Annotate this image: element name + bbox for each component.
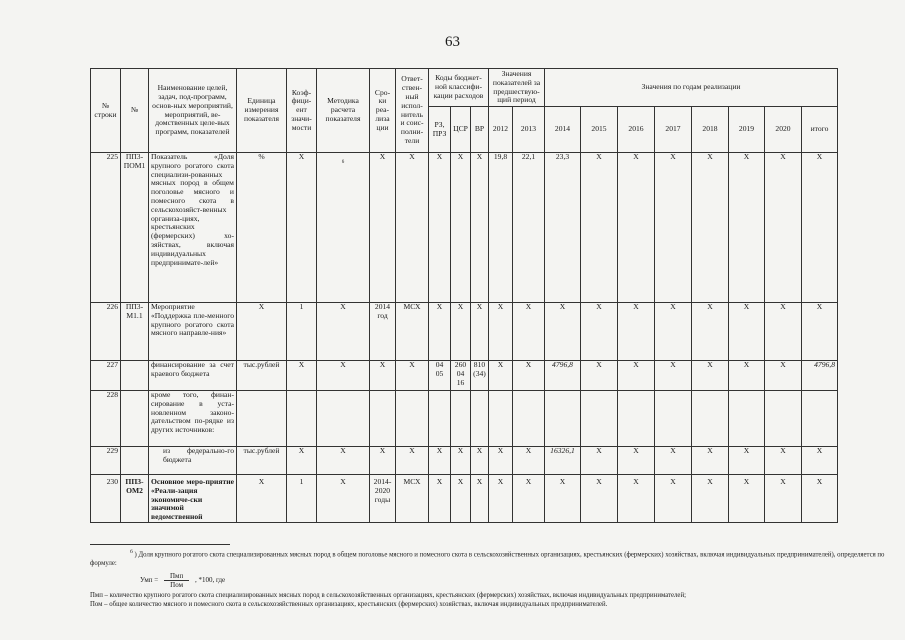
cell-coef: X (287, 447, 317, 475)
header-2020: 2020 (765, 107, 802, 153)
cell-total (802, 391, 838, 447)
cell-csr (451, 391, 471, 447)
cell-vr: X (471, 153, 489, 303)
cell-2013: 22,1 (513, 153, 545, 303)
footnote-text (90, 548, 890, 568)
cell-2015 (581, 391, 618, 447)
cell-terms: 2014-2020 годы (370, 475, 396, 523)
header-method: Методика расчета показателя (317, 69, 370, 153)
cell-2017: X (655, 447, 692, 475)
cell-2012: X (489, 475, 513, 523)
cell-responsible (396, 391, 429, 447)
cell-terms: X (370, 153, 396, 303)
cell-2018: X (692, 361, 729, 391)
cell-2019 (729, 391, 765, 447)
cell-terms (370, 391, 396, 447)
cell-terms: 2014 год (370, 303, 396, 361)
header-2014: 2014 (545, 107, 581, 153)
cell-name: Основное меро-приятие «Реали-зация экономиче-ски значимой ведомственной (149, 475, 237, 523)
header-unit: Единица измерения показателя (237, 69, 287, 153)
cell-row-no: 226 (91, 303, 121, 361)
cell-2016: X (618, 475, 655, 523)
cell-2013: X (513, 475, 545, 523)
cell-csr: X (451, 475, 471, 523)
cell-rz: X (429, 447, 451, 475)
cell-2014: 23,3 (545, 153, 581, 303)
cell-terms: X (370, 447, 396, 475)
cell-2019: X (729, 153, 765, 303)
cell-method: X (317, 303, 370, 361)
cell-2013: X (513, 303, 545, 361)
cell-terms: X (370, 361, 396, 391)
cell-vr (471, 391, 489, 447)
header-rz: РЗ, ПРЗ (429, 107, 451, 153)
header-vr: ВР (471, 107, 489, 153)
cell-total: 4796,8 (802, 361, 838, 391)
table-row (91, 361, 838, 391)
cell-coef: X (287, 153, 317, 303)
cell-name: Мероприятие «Поддержка пле-менного крупного рогатого скота мясного направле-ния» (149, 303, 237, 361)
cell-responsible: X (396, 361, 429, 391)
formula-rhs: , *100, где (194, 576, 226, 585)
cell-2013 (513, 391, 545, 447)
cell-code (121, 391, 149, 447)
cell-responsible: МСХ (396, 303, 429, 361)
cell-rz: 04 05 (429, 361, 451, 391)
cell-2017: X (655, 153, 692, 303)
cell-2012: X (489, 303, 513, 361)
cell-code: ПП3-ОМ2 (121, 475, 149, 523)
cell-2018: X (692, 153, 729, 303)
cell-coef (287, 391, 317, 447)
header-2019: 2019 (729, 107, 765, 153)
header-2017: 2017 (655, 107, 692, 153)
cell-2012: 19,8 (489, 153, 513, 303)
cell-2014 (545, 391, 581, 447)
cell-2012: X (489, 447, 513, 475)
cell-vr: 810 (34) (471, 361, 489, 391)
header-2018: 2018 (692, 107, 729, 153)
cell-unit (237, 391, 287, 447)
cell-vr: X (471, 447, 489, 475)
definition-pmp: Пмп – количество крупного рогатого скота специализированных мясных пород в сельскохозяйственных организациях, крестьянских (фермерских) хозяйствах, включая индивидуальных предпринимателей; (90, 592, 686, 599)
cell-2016 (618, 391, 655, 447)
cell-csr: X (451, 447, 471, 475)
cell-method: X (317, 361, 370, 391)
cell-2017: X (655, 475, 692, 523)
formula-lhs: Умп = (140, 576, 159, 585)
formula (140, 572, 225, 589)
cell-name: кроме того, финан-сирование в уста-новленном законо-дательством по-рядке из других источников: (149, 391, 237, 447)
cell-code: ПП3-М1.1 (121, 303, 149, 361)
header-csr: ЦСР (451, 107, 471, 153)
cell-coef: 1 (287, 303, 317, 361)
table-row (91, 391, 838, 447)
header-2015: 2015 (581, 107, 618, 153)
cell-2014: 16326,1 (545, 447, 581, 475)
cell-total: X (802, 475, 838, 523)
cell-vr: X (471, 475, 489, 523)
cell-2013: X (513, 447, 545, 475)
cell-2020: X (765, 447, 802, 475)
header-terms: Сро-ки реа-лиза ции (370, 69, 396, 153)
cell-2015: X (581, 303, 618, 361)
table-row (91, 153, 838, 303)
indicators-table (90, 68, 838, 523)
cell-method (317, 391, 370, 447)
cell-responsible: X (396, 447, 429, 475)
cell-row-no: 229 (91, 447, 121, 475)
footnote-divider (90, 544, 230, 545)
table-row (91, 303, 838, 361)
cell-2019: X (729, 303, 765, 361)
formula-denominator: Пом (170, 581, 184, 589)
cell-2017: X (655, 303, 692, 361)
header-2013: 2013 (513, 107, 545, 153)
cell-responsible: МСХ (396, 475, 429, 523)
footnote-marker: 6 (130, 549, 133, 555)
cell-code: ПП3-ПОМ1 (121, 153, 149, 303)
cell-vr: X (471, 303, 489, 361)
table-row (91, 475, 838, 523)
cell-2018: X (692, 475, 729, 523)
cell-row-no: 228 (91, 391, 121, 447)
cell-coef: 1 (287, 475, 317, 523)
cell-name: из федерально-го бюджета (149, 447, 237, 475)
cell-2018 (692, 391, 729, 447)
cell-unit: тыс.рублей (237, 447, 287, 475)
cell-2016: X (618, 361, 655, 391)
cell-2015: X (581, 447, 618, 475)
cell-row-no: 230 (91, 475, 121, 523)
cell-total: X (802, 153, 838, 303)
cell-2014: X (545, 303, 581, 361)
cell-2020 (765, 391, 802, 447)
cell-2018: X (692, 447, 729, 475)
cell-unit: X (237, 475, 287, 523)
cell-rz: X (429, 303, 451, 361)
formula-numerator: Пмп (164, 572, 189, 581)
header-total: итого (802, 107, 838, 153)
footnote-body: ) Доля крупного рогатого скота специализированных мясных пород в общем поголовье мясного и помесного скота в сельскохозяйственных организациях, крестьянских (фермерских) хозяйствах, включая индивидуальных предпринимателей), определяется по формуле: (90, 551, 885, 568)
cell-rz (429, 391, 451, 447)
page-number: 63 (445, 34, 460, 50)
cell-method: 6 (317, 153, 370, 303)
header-budget-codes: Коды бюджет-ной классифи-кации расходов (429, 69, 489, 107)
cell-2013: X (513, 361, 545, 391)
header-no: № (121, 69, 149, 153)
cell-2017 (655, 391, 692, 447)
cell-2019: X (729, 447, 765, 475)
cell-code (121, 361, 149, 391)
cell-2012 (489, 391, 513, 447)
cell-row-no: 225 (91, 153, 121, 303)
cell-2014: X (545, 475, 581, 523)
header-coef: Коэф-фици-ент значи-мости (287, 69, 317, 153)
cell-2015: X (581, 475, 618, 523)
formula-fraction (164, 572, 189, 589)
cell-2015: X (581, 361, 618, 391)
cell-method: X (317, 475, 370, 523)
header-row-no: № строки (91, 69, 121, 153)
table-row (91, 447, 838, 475)
cell-total: X (802, 303, 838, 361)
formula-definitions (90, 591, 890, 609)
cell-method: X (317, 447, 370, 475)
cell-total: X (802, 447, 838, 475)
cell-csr: 260 04 16 (451, 361, 471, 391)
cell-unit: % (237, 153, 287, 303)
cell-name: финансирование за счет краевого бюджета (149, 361, 237, 391)
header-2012: 2012 (489, 107, 513, 153)
cell-row-no: 227 (91, 361, 121, 391)
cell-responsible: X (396, 153, 429, 303)
header-responsible: Ответ-ствен-ный испол-нитель и соис-полни-тели (396, 69, 429, 153)
cell-csr: X (451, 153, 471, 303)
cell-2020: X (765, 303, 802, 361)
cell-rz: X (429, 153, 451, 303)
cell-rz: X (429, 475, 451, 523)
cell-2015: X (581, 153, 618, 303)
cell-2014: 4796,8 (545, 361, 581, 391)
cell-2016: X (618, 447, 655, 475)
cell-coef: X (287, 361, 317, 391)
cell-2016: X (618, 153, 655, 303)
cell-2020: X (765, 153, 802, 303)
cell-unit: X (237, 303, 287, 361)
cell-2020: X (765, 475, 802, 523)
cell-unit: тыс.рублей (237, 361, 287, 391)
cell-2018: X (692, 303, 729, 361)
cell-name: Показатель «Доля крупного рогатого скота специализи-рованных мясных пород в общем поголовье мясного и помесного скота в сельскохозяйст-венных организа-циях, крестьянских (фермерских) хо-зяйствах, включая индивидуальных предпринимате-лей» (149, 153, 237, 303)
header-prev-values: Значения показателей за предшествую-щий период (489, 69, 545, 107)
header-name: Наименование целей, задач, под-программ, основ-ных мероприятий, мероприятий, ве-домственных целе-вых программ, показателей (149, 69, 237, 153)
cell-2019: X (729, 475, 765, 523)
cell-2020: X (765, 361, 802, 391)
cell-2012: X (489, 361, 513, 391)
cell-csr: X (451, 303, 471, 361)
header-2016: 2016 (618, 107, 655, 153)
cell-2017: X (655, 361, 692, 391)
definition-pom: Пом – общее количество мясного и помесного скота в сельскохозяйственных организациях, крестьянских (фермерских) хозяйствах, включая индивидуальных предпринимателей. (90, 601, 608, 608)
cell-2016: X (618, 303, 655, 361)
cell-code (121, 447, 149, 475)
cell-2019: X (729, 361, 765, 391)
header-years-values: Значения по годам реализации (545, 69, 838, 107)
